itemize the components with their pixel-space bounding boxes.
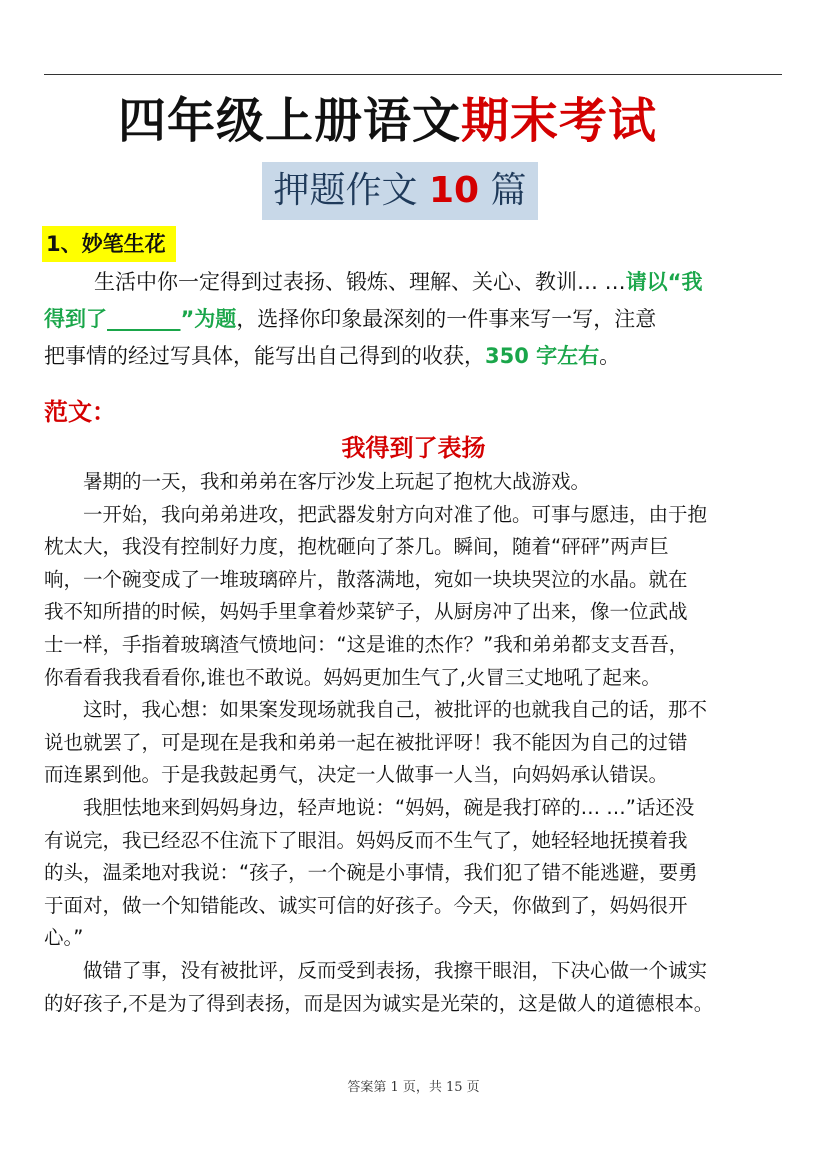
essay-line: 暑期的一天，我和弟弟在客厅沙发上玩起了抱枕大战游戏。 bbox=[83, 470, 591, 493]
prompt-line-2 bbox=[44, 301, 784, 338]
essay-line: 士一样，手指着玻璃渣气愤地问：“这是谁的杰作？”我和弟弟都支支吾吾， bbox=[44, 632, 689, 656]
prompt-line-3-text: 把事情的经过写具体，能写出自己得到的收获， bbox=[44, 344, 485, 368]
prompt-line-2-highlight: 得到了_______”为题 bbox=[44, 307, 237, 331]
page-footer: 答案第 1 页，共 15 页 bbox=[347, 1080, 480, 1095]
prompt-line-1-text: 生活中你一定得到过表扬、锻炼、理解、关心、教训… … bbox=[94, 270, 626, 294]
essay-line: 于面对，做一个知错能改、诚实可信的好孩子。今天，你做到了，妈妈很开 bbox=[44, 893, 688, 917]
essay-line: 枕太大，我没有控制好力度，抱枕砸向了茶几。瞬间，随着“砰砰”两声巨 bbox=[44, 535, 669, 559]
title-black: 四年级上册语文 bbox=[118, 93, 462, 149]
essay-line: 的好孩子,不是为了得到表扬，而是因为诚实是光荣的，这是做人的道德根本。 bbox=[44, 991, 714, 1015]
section-heading: 1、妙笔生花 bbox=[42, 226, 176, 262]
prompt-line-3-highlight: 350 字左右 bbox=[485, 344, 600, 368]
prompt-line-3 bbox=[44, 338, 784, 375]
prompt-line-1-highlight: 请以“我 bbox=[625, 270, 703, 294]
essay-line: 有说完，我已经忍不住流下了眼泪。妈妈反而不生气了，她轻轻地抚摸着我 bbox=[44, 828, 688, 852]
essay-title: 我得到了表扬 bbox=[341, 434, 486, 462]
subtitle-suffix: 篇 bbox=[479, 170, 527, 211]
subtitle-number: 10 bbox=[428, 170, 480, 211]
top-divider bbox=[44, 74, 782, 75]
prompt-line-1 bbox=[44, 264, 784, 301]
essay-line: 的头，温柔地对我说：“孩子，一个碗是小事情，我们犯了错不能逃避，要勇 bbox=[44, 861, 698, 885]
title-red: 期末考试 bbox=[461, 93, 658, 149]
essay-line: 一开始，我向弟弟进攻，把武器发射方向对准了他。可事与愿违，由于抱 bbox=[83, 502, 708, 526]
essay-body bbox=[44, 466, 784, 1020]
prompt-line-3-end: 。 bbox=[599, 344, 621, 368]
essay-line: 我不知所措的时候，妈妈手里拿着炒菜铲子，从厨房冲了出来，像一位武战 bbox=[44, 600, 688, 624]
essay-line: 这时，我心想：如果案发现场就我自己，被批评的也就我自己的话，那不 bbox=[83, 698, 708, 722]
essay-line: 响，一个碗变成了一堆玻璃碎片，散落满地，宛如一块块哭泣的水晶。就在 bbox=[44, 567, 688, 591]
essay-line: 心。” bbox=[44, 926, 84, 950]
essay-line: 说也就罢了，可是现在是我和弟弟一起在被批评呀！我不能因为自己的过错 bbox=[44, 730, 688, 754]
prompt-line-2-text: ，选择你印象最深刻的一件事来写一写，注意 bbox=[236, 307, 657, 331]
essay-line: 你看看我我看看你,谁也不敢说。妈妈更加生气了,火冒三丈地吼了起来。 bbox=[44, 665, 661, 689]
essay-line: 做错了事，没有被批评，反而受到表扬，我擦干眼泪，下决心做一个诚实 bbox=[83, 958, 708, 982]
essay-line: 而连累到他。于是我鼓起勇气，决定一人做事一人当，向妈妈承认错误。 bbox=[44, 763, 669, 787]
subtitle-prefix: 押题作文 bbox=[273, 170, 429, 211]
subtitle-banner bbox=[262, 162, 538, 220]
writing-prompt bbox=[44, 264, 784, 375]
sample-essay-label: 范文： bbox=[44, 398, 116, 426]
page-title bbox=[118, 88, 657, 154]
essay-line: 我胆怯地来到妈妈身边，轻声地说：“妈妈，碗是我打碎的… …”话还没 bbox=[83, 795, 695, 819]
